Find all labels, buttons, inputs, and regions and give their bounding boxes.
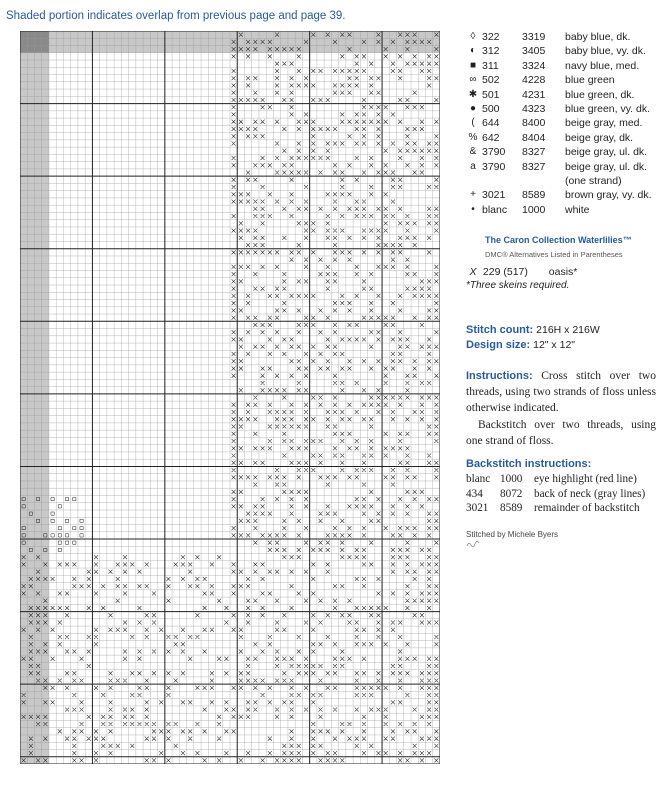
percent-icon: % <box>468 131 478 143</box>
color-key <box>466 31 666 218</box>
dmc-number: 311 <box>482 59 499 72</box>
bs-dmc: blanc <box>466 473 491 485</box>
dot-icon: • <box>471 203 475 215</box>
anchor-number: 3405 <box>522 45 546 58</box>
color-name-note: (one strand) <box>565 174 622 187</box>
dmc-number: 501 <box>482 88 500 101</box>
plus-icon: + <box>470 189 476 201</box>
instructions-label: Instructions: <box>466 370 533 382</box>
x-symbol-icon: X <box>469 266 477 278</box>
color-name: baby blue, dk. <box>565 31 631 43</box>
signature-icon <box>466 540 480 548</box>
legend-row <box>466 89 666 103</box>
cross-stitch-chart <box>20 31 440 764</box>
stitch-count-label: Stitch count: <box>466 324 534 336</box>
dmc-number: 3021 <box>482 189 506 202</box>
overlap-note: Shaded portion indicates overlap from previous page and page 39. <box>6 10 346 22</box>
color-name: white <box>565 203 590 216</box>
fine-grid-lines <box>20 31 440 764</box>
color-name: blue green, vy. dk. <box>565 102 651 115</box>
dmc-number: 642 <box>482 131 500 144</box>
anchor-number: 3319 <box>522 31 546 43</box>
skeins-footnote: *Three skeins required. <box>466 280 570 291</box>
dmc-number: 644 <box>482 117 500 130</box>
anchor-number: 4228 <box>522 74 546 87</box>
anchor-number: 8404 <box>522 131 546 144</box>
bs-anchor: 8589 <box>500 502 523 514</box>
legend-row <box>466 132 666 146</box>
bs-anchor: 8072 <box>500 487 523 500</box>
color-name: beige gray, dk. <box>565 131 634 144</box>
anchor-number: 8327 <box>522 160 546 173</box>
stitch-count <box>466 324 600 336</box>
caron-name: oasis* <box>548 266 578 278</box>
half-circle-icon: ◐ <box>469 45 477 57</box>
legend-row <box>466 204 666 218</box>
legend-row <box>466 189 666 203</box>
legend-row <box>466 74 666 88</box>
color-name: beige gray, ul. dk. <box>565 160 648 173</box>
backstitch-heading: Backstitch instructions: <box>466 458 592 470</box>
design-size <box>466 339 575 351</box>
color-name: beige gray, med. <box>565 117 643 130</box>
bs-description: eye highlight (red line) <box>534 473 637 485</box>
color-name: navy blue, med. <box>565 59 640 72</box>
color-name: baby blue, vy. dk. <box>565 45 646 58</box>
anchor-number: 1000 <box>522 203 546 216</box>
anchor-number: 4231 <box>522 88 546 101</box>
dmc-number: 312 <box>482 45 500 58</box>
dmc-number: 3790 <box>482 160 506 173</box>
caron-thread-row <box>466 266 577 278</box>
color-name: brown gray, vy. dk. <box>565 189 652 202</box>
infinity-icon: ∞ <box>469 74 477 86</box>
instructions <box>466 368 656 449</box>
bs-description: remainder of backstitch <box>534 502 640 514</box>
design-size-label: Design size: <box>466 339 531 351</box>
caron-title: The Caron Collection Waterlilies™ <box>485 235 632 245</box>
instructions-text: Cross stitch over two threads, using two strands of floss unless otherwise indicated. <box>466 370 656 415</box>
caron-subtitle: DMC® Alternatives Listed in Parentheses <box>485 250 623 259</box>
legend-row <box>466 146 666 160</box>
bs-anchor: 1000 <box>500 473 523 485</box>
dmc-number: 3790 <box>482 146 506 159</box>
legend-row <box>466 31 666 45</box>
chart-grid <box>20 31 440 764</box>
filled-circle-icon: ● <box>469 102 477 114</box>
color-name: blue green, dk. <box>565 88 635 101</box>
anchor-number: 8589 <box>522 189 546 202</box>
bs-description: back of neck (gray lines) <box>534 487 646 500</box>
instructions-text-2: Backstitch over two threads, using one strand of floss. <box>466 418 656 447</box>
color-name: blue green <box>565 74 615 87</box>
anchor-number: 4323 <box>522 102 546 115</box>
anchor-number: 8400 <box>522 117 546 130</box>
legend-row <box>466 117 666 131</box>
design-size-value: 12" x 12" <box>533 339 576 351</box>
dmc-number: blanc <box>482 203 508 216</box>
dmc-number: 500 <box>482 102 500 115</box>
filled-square-icon: ■ <box>469 59 477 71</box>
diamond-outline-icon: ◊ <box>470 31 476 42</box>
legend-row-continuation <box>466 175 666 189</box>
dmc-number: 322 <box>482 31 500 43</box>
dmc-number: 502 <box>482 74 500 87</box>
anchor-number: 8327 <box>522 146 546 159</box>
ampersand-icon: & <box>469 146 477 158</box>
anchor-number: 3324 <box>522 59 546 72</box>
bs-dmc: 3021 <box>466 502 489 514</box>
legend-row <box>466 45 666 59</box>
asterisk-icon: ✱ <box>468 88 478 100</box>
stitched-by-credit: Stitched by Michele Byers <box>466 530 559 539</box>
legend-row <box>466 161 666 175</box>
color-name: beige gray, ul. dk. <box>565 146 648 159</box>
stitch-count-value: 216H x 216W <box>536 324 600 336</box>
legend-row <box>466 60 666 74</box>
caron-code: 229 (517) <box>482 266 528 278</box>
bs-dmc: 434 <box>466 487 483 500</box>
open-paren-icon: ( <box>471 117 475 129</box>
letter-a-icon: a <box>470 160 476 172</box>
legend-row <box>466 103 666 117</box>
